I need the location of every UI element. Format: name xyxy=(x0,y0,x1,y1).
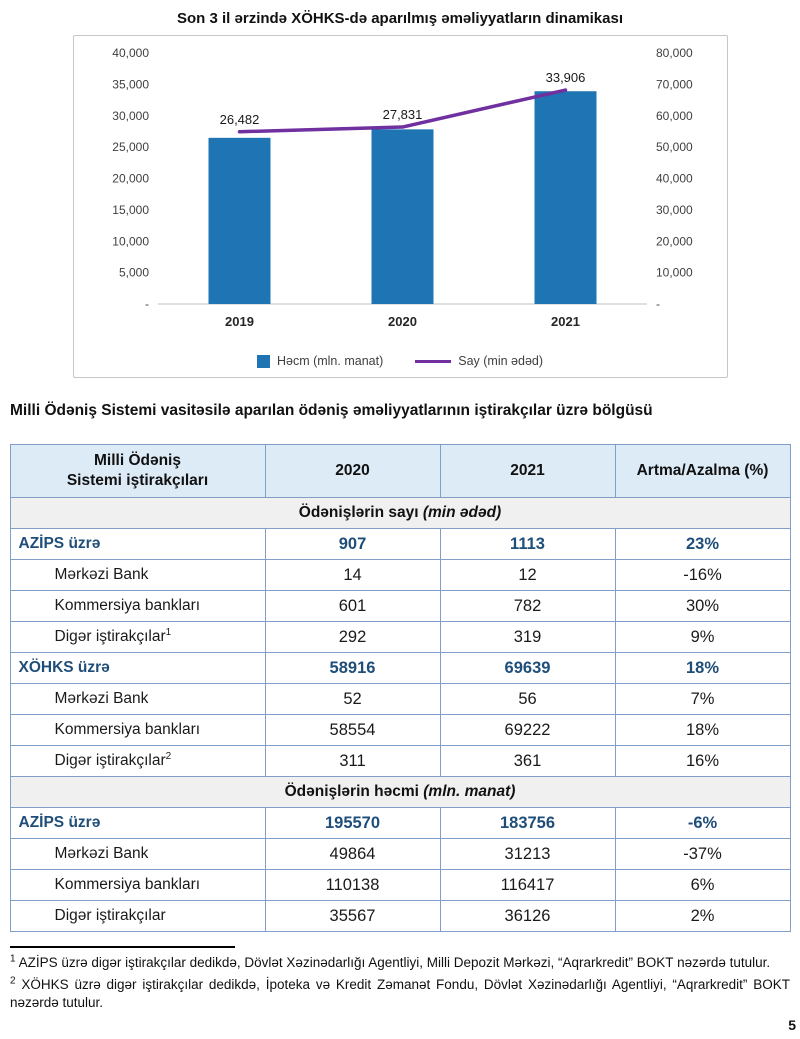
right-axis-tick: 80,000 xyxy=(655,46,693,60)
row-label: Mərkəzi Bank xyxy=(10,839,265,870)
value-2021: 361 xyxy=(440,746,615,777)
bar-data-label: 27,831 xyxy=(382,107,422,123)
row-label: Kommersiya bankları xyxy=(10,591,265,622)
table-row xyxy=(10,808,790,839)
table-section-row xyxy=(10,498,790,529)
value-change: 18% xyxy=(615,715,790,746)
table-row xyxy=(10,622,790,653)
column-header-participants-line1: Milli Ödəniş xyxy=(94,452,181,469)
row-label: Digər iştirakçılar xyxy=(10,901,265,932)
value-change: 18% xyxy=(615,653,790,684)
value-change: -16% xyxy=(615,560,790,591)
bar-data-label: 33,906 xyxy=(545,70,585,86)
row-label: Kommersiya bankları xyxy=(10,715,265,746)
row-label: Mərkəzi Bank xyxy=(10,560,265,591)
table-row xyxy=(10,653,790,684)
bar-2021 xyxy=(534,91,596,304)
footnote-1: $^1$ AZİPS üzrə digər iştirakçılar dedikdə, Dövlət Xəzinədarlığı Agentliyi, Milli Depozit Mərkəzi, “Aqrarkredit” BOKT nəzərdə tutulur. xyxy=(10,953,771,971)
left-axis-tick: 15,000 xyxy=(111,202,149,217)
left-axis-tick: - xyxy=(144,297,149,311)
row-label: Digər iştirakçılar$^2$ xyxy=(10,746,265,777)
legend-item-hecm xyxy=(257,354,383,368)
row-label: Digər iştirakçılar$^1$ xyxy=(10,622,265,653)
table-section-row xyxy=(10,777,790,808)
value-2021: 319 xyxy=(440,622,615,653)
left-axis-tick: 20,000 xyxy=(111,171,149,186)
value-2021: 31213 xyxy=(440,839,615,870)
value-2021: 36126 xyxy=(440,901,615,932)
bar-2019 xyxy=(208,138,270,304)
column-header-participants-line2: Sistemi iştirakçıları xyxy=(66,472,209,490)
value-2020: 58916 xyxy=(265,653,440,684)
table-row xyxy=(10,901,790,932)
legend-item-say xyxy=(415,354,543,368)
left-axis-tick: 30,000 xyxy=(111,108,149,123)
value-2020: 292 xyxy=(265,622,440,653)
value-2021: 183756 xyxy=(440,808,615,839)
right-axis-tick: 60,000 xyxy=(655,108,693,123)
table-row xyxy=(10,560,790,591)
value-2020: 907 xyxy=(265,529,440,560)
column-header-participants xyxy=(10,445,265,498)
table-heading: Milli Ödəniş Sistemi vasitəsilə aparılan ödəniş əməliyyatlarının iştirakçılar üzrə bölgüsü xyxy=(10,402,653,419)
value-change: 2% xyxy=(615,901,790,932)
value-2021: 1113 xyxy=(440,529,615,560)
table-row xyxy=(10,684,790,715)
column-header-change: Artma/Azalma (%) xyxy=(615,445,790,498)
bar-series-swatch-icon xyxy=(257,355,270,368)
footnote-divider xyxy=(10,946,235,948)
chart-plot xyxy=(74,40,725,340)
table-row xyxy=(10,870,790,901)
row-label: Kommersiya bankları xyxy=(10,870,265,901)
value-2021: 69639 xyxy=(440,653,615,684)
value-2021: 782 xyxy=(440,591,615,622)
table-row xyxy=(10,591,790,622)
value-change: -6% xyxy=(615,808,790,839)
right-axis-tick: 30,000 xyxy=(655,202,693,217)
value-change: 6% xyxy=(615,870,790,901)
right-axis-tick: 70,000 xyxy=(655,77,693,92)
value-2021: 69222 xyxy=(440,715,615,746)
page-number: 5 xyxy=(788,1017,796,1033)
right-axis-tick: 20,000 xyxy=(655,234,693,249)
legend-label-say: Say (min ədəd) xyxy=(458,354,544,368)
table-header-row xyxy=(10,445,790,498)
section-title: Ödənişlərin sayı (min ədəd) xyxy=(10,498,790,529)
chart-legend xyxy=(74,345,727,377)
chart xyxy=(73,35,728,378)
value-2021: 116417 xyxy=(440,870,615,901)
value-2021: 12 xyxy=(440,560,615,591)
value-change: 30% xyxy=(615,591,790,622)
left-axis-tick: 10,000 xyxy=(111,234,149,249)
right-axis-tick: - xyxy=(655,297,660,311)
table-row xyxy=(10,529,790,560)
value-change: 7% xyxy=(615,684,790,715)
column-header-2020: 2020 xyxy=(265,445,440,498)
value-2020: 49864 xyxy=(265,839,440,870)
value-change: 23% xyxy=(615,529,790,560)
table-row xyxy=(10,715,790,746)
bar-2020 xyxy=(371,129,433,304)
line-series-swatch-icon xyxy=(415,360,451,363)
value-2020: 35567 xyxy=(265,901,440,932)
value-2020: 195570 xyxy=(265,808,440,839)
table-row xyxy=(10,746,790,777)
value-change: -37% xyxy=(615,839,790,870)
left-axis-tick: 25,000 xyxy=(111,140,149,155)
table-row xyxy=(10,839,790,870)
row-label: AZİPS üzrə xyxy=(10,529,265,560)
right-axis-tick: 50,000 xyxy=(655,140,693,155)
value-2020: 110138 xyxy=(265,870,440,901)
value-2021: 56 xyxy=(440,684,615,715)
value-2020: 601 xyxy=(265,591,440,622)
payments-table xyxy=(10,444,791,932)
value-2020: 52 xyxy=(265,684,440,715)
value-2020: 14 xyxy=(265,560,440,591)
legend-label-hecm: Həcm (mln. manat) xyxy=(276,354,384,368)
bar-data-label: 26,482 xyxy=(219,111,259,127)
left-axis-tick: 40,000 xyxy=(111,46,149,60)
value-change: 16% xyxy=(615,746,790,777)
chart-title: Son 3 il ərzində XÖHKS-də aparılmış əməliyyatların dinamikası xyxy=(177,10,623,27)
section-title: Ödənişlərin həcmi (mln. manat) xyxy=(10,777,790,808)
row-label: XÖHKS üzrə xyxy=(10,653,265,684)
left-axis-tick: 35,000 xyxy=(111,77,149,92)
footnotes xyxy=(10,954,790,1012)
category-label-2020: 2020 xyxy=(387,314,417,329)
category-label-2021: 2021 xyxy=(550,314,580,329)
value-2020: 58554 xyxy=(265,715,440,746)
left-axis-tick: 5,000 xyxy=(118,265,149,280)
footnote-2: $^2$ XÖHKS üzrə digər iştirakçılar dedikdə, İpoteka və Kredit Zəmanət Fondu, Dövlət Xəzinədarlığı Agentliyi, “Aqrarkredit” BOKT nəzərdə tutulur. xyxy=(10,975,790,1010)
right-axis-tick: 40,000 xyxy=(655,171,693,186)
category-label-2019: 2019 xyxy=(224,314,254,329)
row-label: AZİPS üzrə xyxy=(10,808,265,839)
value-change: 9% xyxy=(615,622,790,653)
value-2020: 311 xyxy=(265,746,440,777)
right-axis-tick: 10,000 xyxy=(655,265,693,280)
row-label: Mərkəzi Bank xyxy=(10,684,265,715)
column-header-2021: 2021 xyxy=(440,445,615,498)
